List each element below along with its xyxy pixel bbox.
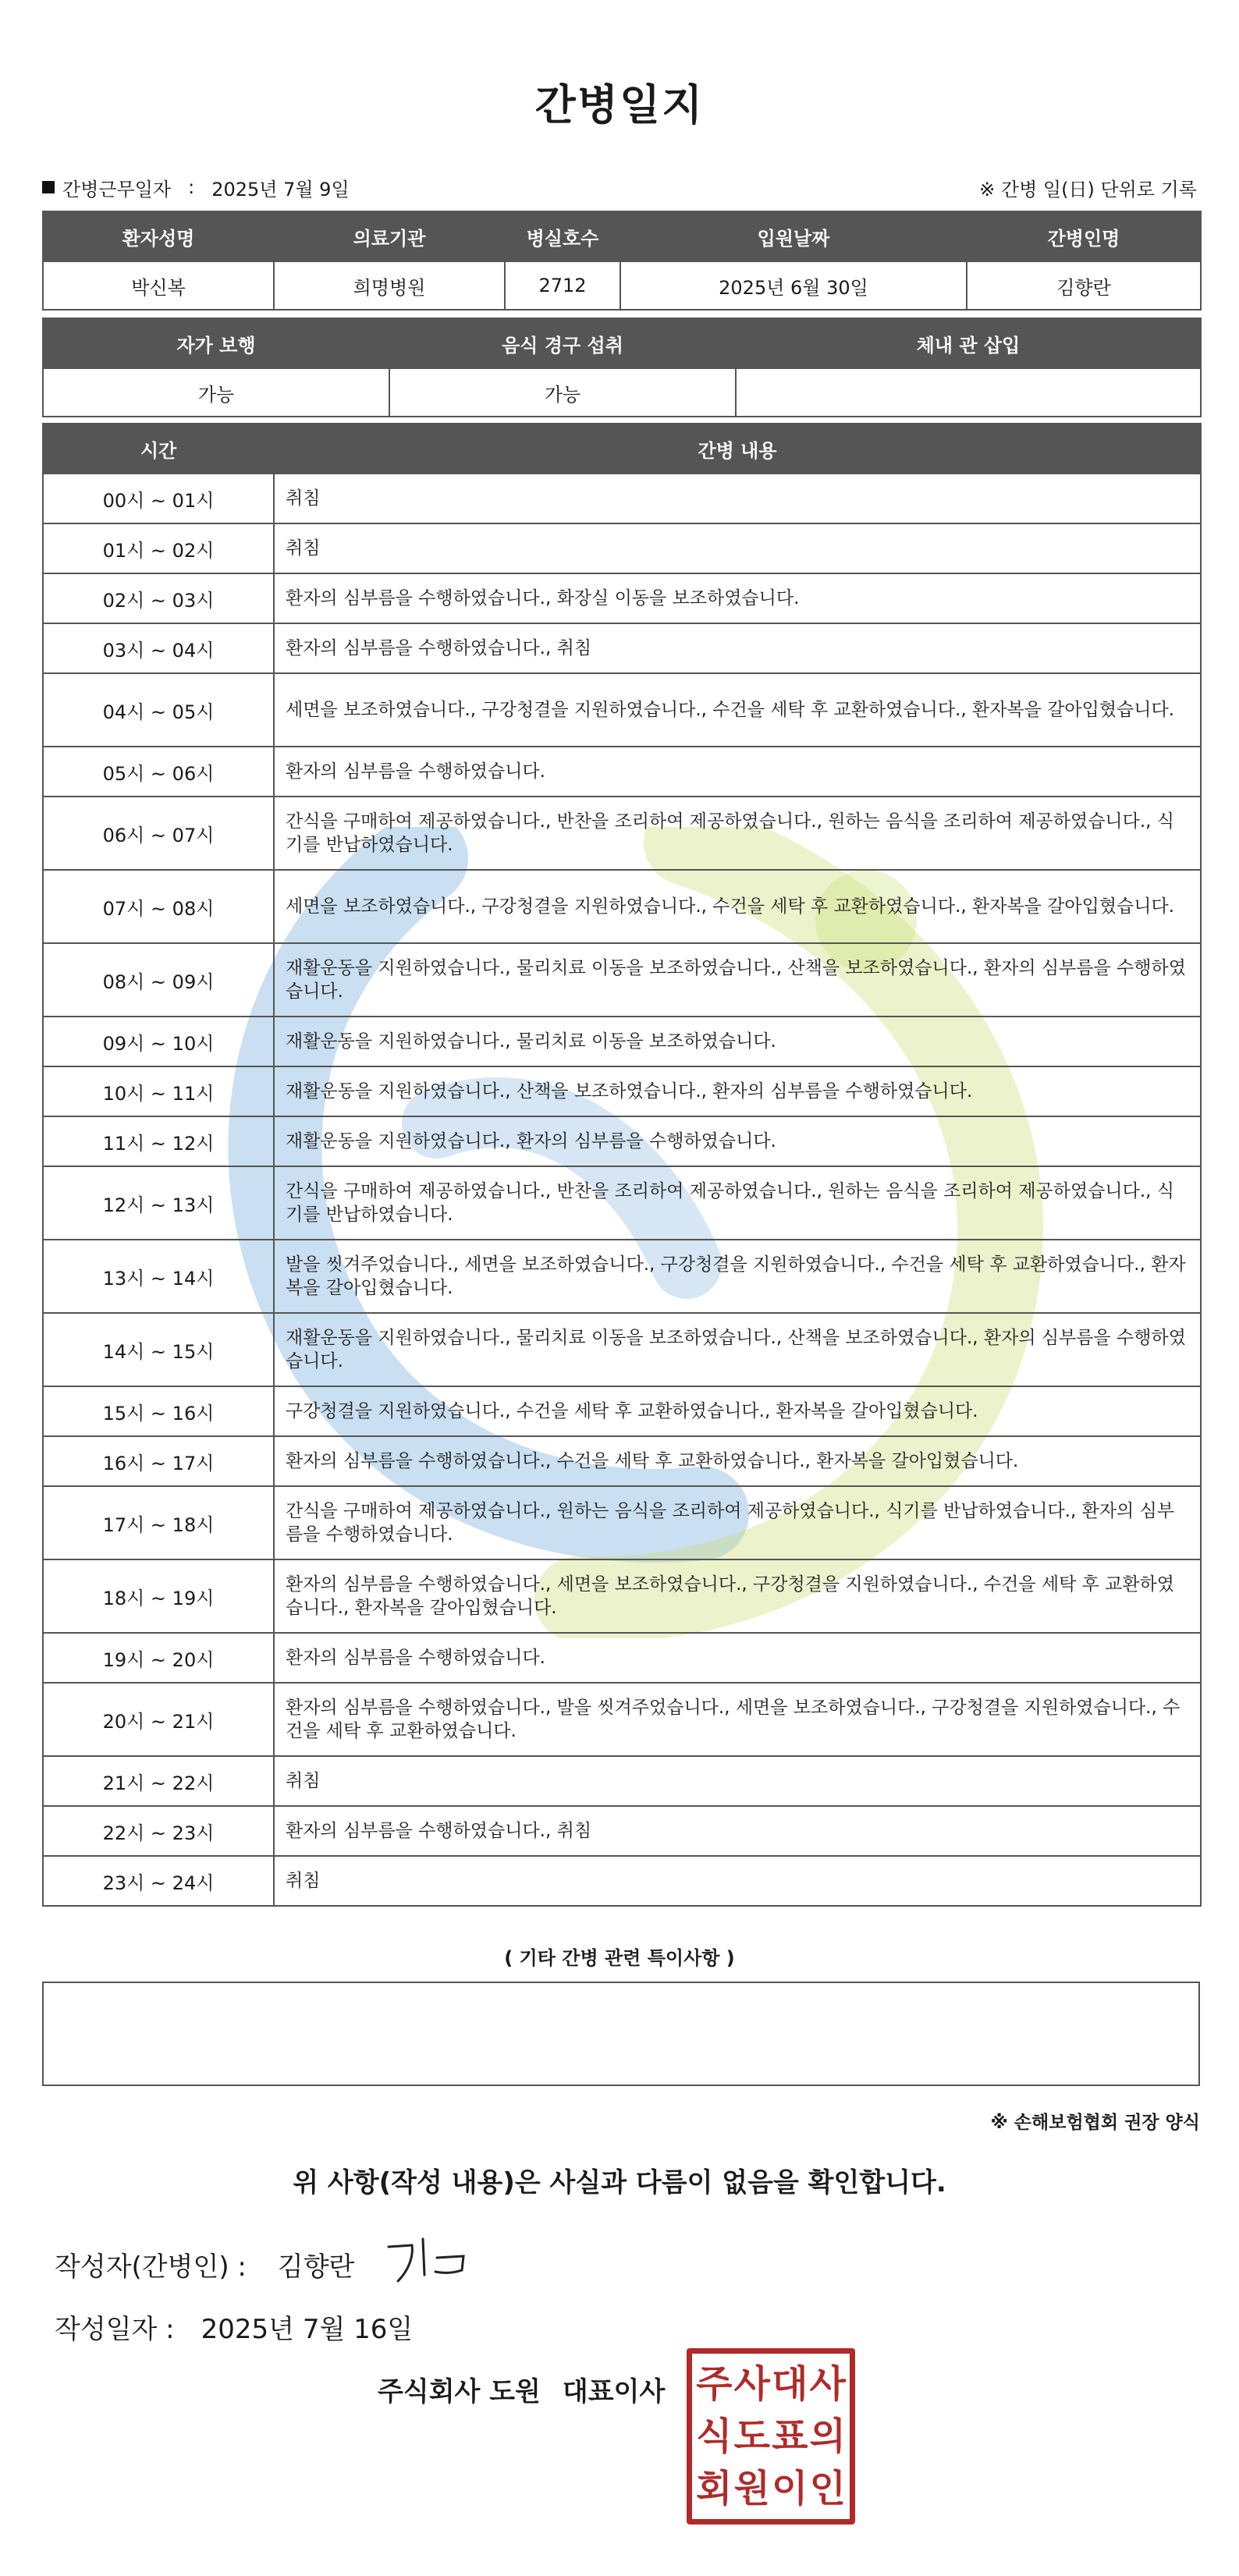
log-row [43,1486,1201,1559]
company-name: 주식회사 도원 [378,2376,541,2407]
log-row [43,1756,1201,1806]
log-content: 환자의 심부름을 수행하였습니다., 화장실 이동을 보조하였습니다. [274,573,1201,623]
log-content: 간식을 구매하여 제공하였습니다., 원하는 음식을 조리하여 제공하였습니다., 식기를 반납하였습니다., 환자의 심부름을 수행하였습니다. [274,1486,1201,1559]
log-time: 23시 ~ 24시 [43,1856,274,1906]
log-time: 15시 ~ 16시 [43,1386,274,1436]
log-row [43,623,1201,673]
caregiver-name: 김향란 [967,261,1201,310]
log-content: 취침 [274,523,1201,573]
care-log-header-row [43,424,1201,474]
log-content: 구강청결을 지원하였습니다., 수건을 세탁 후 교환하였습니다., 환자복을 갈아입혔습니다. [274,1386,1201,1436]
seal-character: 의 [809,2414,846,2458]
seal-character: 이 [772,2466,808,2510]
work-date [42,174,350,201]
work-date-value: 2025년 7월 9일 [211,178,350,200]
log-content: 발을 씻겨주었습니다., 세면을 보조하였습니다., 구강청결을 지원하였습니다., 수건을 세탁 후 교환하였습니다., 환자복을 갈아입혔습니다. [274,1240,1201,1313]
log-content: 취침 [274,1756,1201,1806]
log-content: 세면을 보조하였습니다., 구강청결을 지원하였습니다., 수건을 세탁 후 교환하였습니다., 환자복을 갈아입혔습니다. [274,870,1201,943]
log-content: 재활운동을 지원하였습니다., 환자의 심부름을 수행하였습니다. [274,1116,1201,1166]
log-time: 00시 ~ 01시 [43,474,274,523]
special-notes-box [42,1982,1200,2086]
writer-label: 작성자(간병인) : [55,2251,247,2283]
header-hospital: 의료기관 [274,211,505,261]
admission-date: 2025년 6월 30일 [620,261,967,310]
log-time: 11시 ~ 12시 [43,1116,274,1166]
written-date-line [55,2308,413,2346]
meta-row [42,172,1197,203]
log-time: 21시 ~ 22시 [43,1756,274,1806]
written-date-value: 2025년 7월 16일 [201,2314,414,2345]
log-time: 12시 ~ 13시 [43,1166,274,1240]
header-oral-intake: 음식 경구 섭취 [389,318,736,368]
header-admission-date: 입원날짜 [620,211,967,261]
log-row [43,573,1201,623]
work-date-label: 간병근무일자 [62,178,172,200]
log-row [43,1066,1201,1116]
seal-character: 회 [696,2466,733,2510]
log-time: 18시 ~ 19시 [43,1559,274,1633]
log-row [43,1386,1201,1436]
seal-character: 인 [809,2466,846,2510]
confirmation-statement: 위 사항(작성 내용)은 사실과 다름이 없음을 확인합니다. [293,2167,946,2198]
seal-character: 표 [772,2414,808,2458]
log-time: 22시 ~ 23시 [43,1806,274,1856]
handwritten-signature [382,2230,484,2292]
log-content: 재활운동을 지원하였습니다., 물리치료 이동을 보조하였습니다., 산책을 보조하였습니다., 환자의 심부름을 수행하였습니다. [274,1313,1201,1386]
log-time: 02시 ~ 03시 [43,573,274,623]
log-row [43,943,1201,1017]
log-time: 16시 ~ 17시 [43,1436,274,1486]
log-row [43,797,1201,870]
header-time: 시간 [43,424,274,474]
status-value-row [43,368,1201,417]
log-content: 취침 [274,474,1201,523]
log-content: 세면을 보조하였습니다., 구강청결을 지원하였습니다., 수건을 세탁 후 교환하였습니다., 환자복을 갈아입혔습니다. [274,673,1201,747]
unit-note: ※ 간병 일(日) 단위로 기록 [979,178,1197,200]
log-content: 환자의 심부름을 수행하였습니다., 취침 [274,1806,1201,1856]
log-row [43,1166,1201,1240]
log-row [43,1116,1201,1166]
log-time: 13시 ~ 14시 [43,1240,274,1313]
log-time: 09시 ~ 10시 [43,1017,274,1066]
log-row [43,673,1201,747]
log-time: 10시 ~ 11시 [43,1066,274,1116]
log-content: 재활운동을 지원하였습니다., 산책을 보조하였습니다., 환자의 심부름을 수행하였습니다. [274,1066,1201,1116]
header-tube-insertion: 체내 관 삽입 [736,318,1201,368]
seal-character: 식 [696,2414,733,2458]
tube-insertion-status [736,368,1201,417]
header-care-content: 간병 내용 [274,424,1201,474]
special-notes-title: ( 기타 간병 관련 특이사항 ) [504,1947,735,1969]
document-title: 간병일지 [534,80,705,130]
seal-character: 사 [809,2362,846,2407]
log-content: 환자의 심부름을 수행하였습니다., 세면을 보조하였습니다., 구강청결을 지원하였습니다., 수건을 세탁 후 교환하였습니다., 환자복을 갈아입혔습니다. [274,1559,1201,1633]
log-time: 01시 ~ 02시 [43,523,274,573]
log-content: 환자의 심부름을 수행하였습니다. [274,1633,1201,1683]
square-bullet-icon [42,181,55,193]
log-row [43,870,1201,943]
log-row [43,523,1201,573]
log-time: 17시 ~ 18시 [43,1486,274,1559]
patient-name: 박신복 [43,261,274,310]
log-time: 03시 ~ 04시 [43,623,274,673]
log-time: 07시 ~ 08시 [43,870,274,943]
patient-info-table [42,211,1202,310]
seal-character: 도 [733,2414,770,2458]
company-seal-stamp [687,2348,855,2525]
log-row [43,1633,1201,1683]
log-content: 간식을 구매하여 제공하였습니다., 반찬을 조리하여 제공하였습니다., 원하는 음식을 조리하여 제공하였습니다., 식기를 반납하였습니다. [274,797,1201,870]
log-row [43,747,1201,797]
status-header-row [43,318,1201,368]
log-row [43,1017,1201,1066]
patient-info-value-row [43,261,1201,310]
header-caregiver-name: 간병인명 [967,211,1201,261]
log-row [43,1856,1201,1906]
log-time: 19시 ~ 20시 [43,1633,274,1683]
form-note: ※ 손해보험협회 권장 양식 [990,2113,1200,2133]
log-content: 환자의 심부름을 수행하였습니다., 발을 씻겨주었습니다., 세면을 보조하였습니다., 구강청결을 지원하였습니다., 수건을 세탁 후 교환하였습니다. [274,1683,1201,1756]
patient-info-header-row [43,211,1201,261]
header-walking: 자가 보행 [43,318,389,368]
hospital: 희명병원 [274,261,505,310]
log-row [43,1240,1201,1313]
log-content: 간식을 구매하여 제공하였습니다., 반찬을 조리하여 제공하였습니다., 원하는 음식을 조리하여 제공하였습니다., 식기를 반납하였습니다. [274,1166,1201,1240]
log-time: 20시 ~ 21시 [43,1683,274,1756]
company-line [378,2370,665,2408]
walking-status: 가능 [43,368,389,417]
log-time: 14시 ~ 15시 [43,1313,274,1386]
log-row [43,1436,1201,1486]
care-log-body [43,474,1201,1906]
log-row [43,1313,1201,1386]
company-role: 대표이사 [562,2376,666,2407]
log-content: 취침 [274,1856,1201,1906]
seal-character: 대 [772,2362,808,2407]
seal-character: 사 [733,2362,770,2407]
care-log-table [42,423,1202,1907]
log-row [43,1683,1201,1756]
log-row [43,1559,1201,1633]
log-time: 04시 ~ 05시 [43,673,274,747]
patient-status-table [42,318,1202,417]
oral-intake-status: 가능 [389,368,736,417]
log-time: 05시 ~ 06시 [43,747,274,797]
written-date-label: 작성일자 : [55,2314,175,2345]
log-time: 08시 ~ 09시 [43,943,274,1017]
log-content: 환자의 심부름을 수행하였습니다. [274,747,1201,797]
log-content: 환자의 심부름을 수행하였습니다., 수건을 세탁 후 교환하였습니다., 환자복을 갈아입혔습니다. [274,1436,1201,1486]
work-date-separator: : [188,176,195,198]
writer-line [55,2245,354,2283]
seal-character: 주 [696,2362,733,2407]
writer-name: 김향란 [277,2251,355,2283]
log-time: 06시 ~ 07시 [43,797,274,870]
room-number: 2712 [505,261,620,310]
log-row [43,1806,1201,1856]
header-room: 병실호수 [505,211,620,261]
log-content: 재활운동을 지원하였습니다., 물리치료 이동을 보조하였습니다., 산책을 보조하였습니다., 환자의 심부름을 수행하였습니다. [274,943,1201,1017]
seal-character: 원 [733,2466,770,2510]
header-patient-name: 환자성명 [43,211,274,261]
log-content: 환자의 심부름을 수행하였습니다., 취침 [274,623,1201,673]
log-row [43,474,1201,523]
log-content: 재활운동을 지원하였습니다., 물리치료 이동을 보조하였습니다. [274,1017,1201,1066]
